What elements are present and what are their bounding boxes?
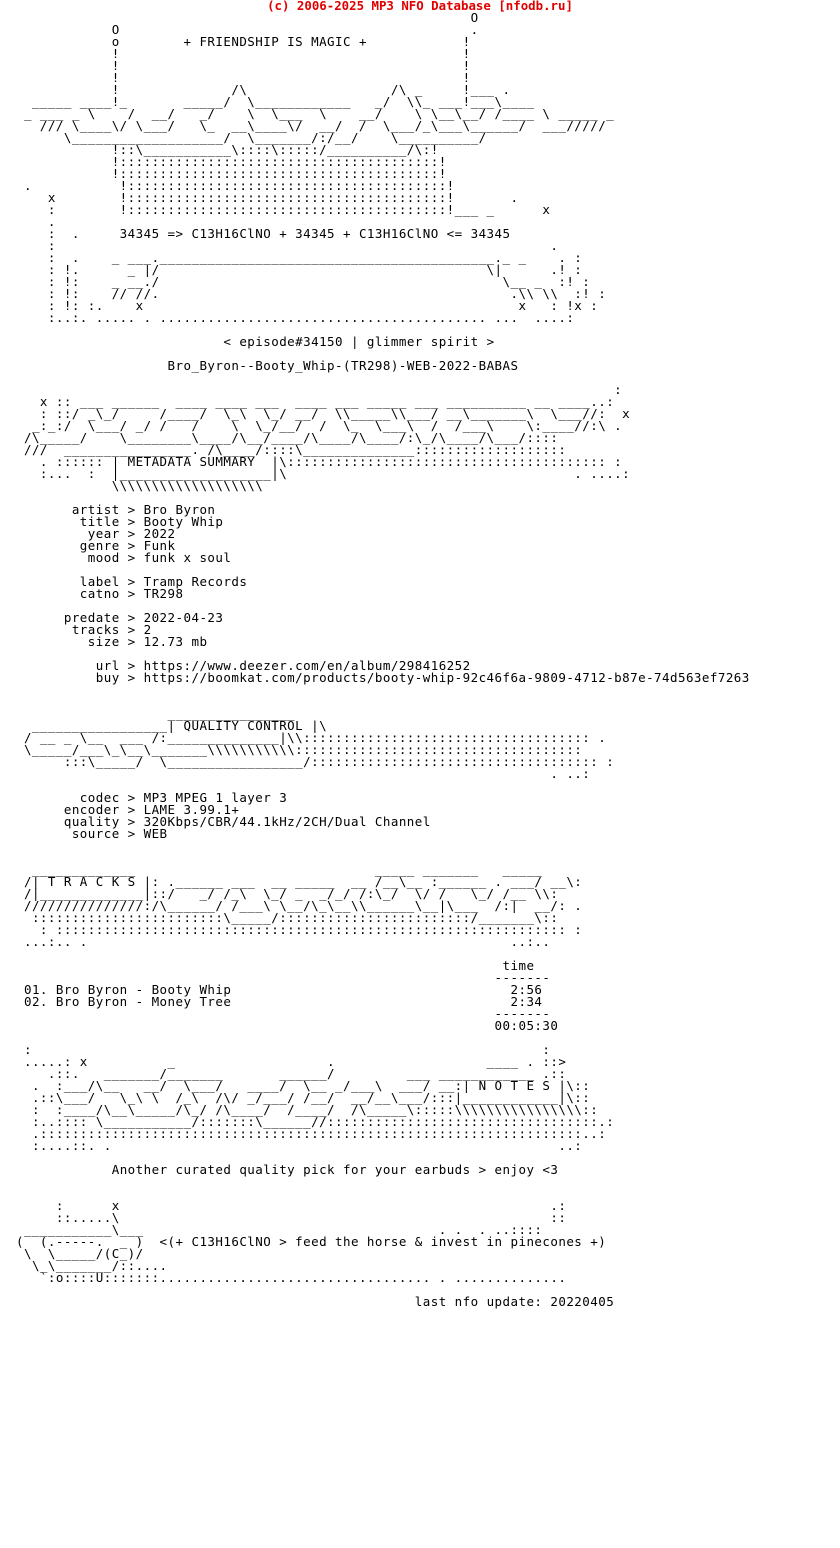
quality-ascii-art: ________________ _________________| QUALITY CONTROL |\ / __ _ \__ ___ /:______________|\\:::::::::::::::::::::::::::::::::::: . \_____/___\_\__\_______\\\\\\\\\\\:::::::::::::::::::::::::::::::::::: :::\_____/ \_________________/:::::::::::::::::::::::::::::::::::: : . ..: bbox=[23, 706, 615, 781]
footer-ascii-art: : x .: ::.....\ :: ___________\___ . . . ..:::: ( (.-----. _ ) <(+ C13H16ClNO > feed the horse & invest in pinecones +) \ \_____/(C_)/ \_\_______/::.... `:o::::U:::::::.................................. . .............. bbox=[16, 1198, 607, 1285]
banner-ascii-art: O O . o + FRIENDSHIP IS MAGIC + ! ! ! ! ! ! ! ! /\ /\ _ !___ . _____ ____!_ _____/ \____________ _/ \\_ ___!___\____ _ ___ _ \ / __/ _/ \ \___ \ __/ \ \__\__/ /____ \ _____ _ /// \____\/ \___/ \_ __\____\/ __/ / \___/_\___\______/ ___///// \___________________/ \_______/:/__/ \__________/ !::\___________\::::\:::::/__________/\:! !::::::::::::::::::::::::::::::::::::::::! !::::::::::::::::::::::::::::::::::::::::! . !::::::::::::::::::::::::::::::::::::::::! x !::::::::::::::::::::::::::::::::::::::::! . : !::::::::::::::::::::::::::::::::::::::::!___ _ x bbox=[23, 10, 615, 217]
nfo-document bbox=[16, 12, 750, 1308]
episode-line: < episode#34150 | glimmer spirit > bbox=[223, 334, 495, 349]
metadata-ascii-art: : x :: ___ ______ ____ ____ ___ ____ ___ _____ ___ __________ __ ____..: : ::/ _\_/ /____/ \_\ \_/ __/ \\_____\\___/ __\_______\ \___//: x _:_:/ \___/ _/ / / \ \_/__/ / \_ \___\ / /___\ \:____//:\ . /\_____/ \________\____/\__/____/\____/\____/:\_/\____/\___/:::: /// ________________. /\____/::::\______________::::::::::::::::::: . :::::: | METADATA SUMMARY |\:::::::::::::::::::::::::::::::::::::::: : :... : |___________________|\ . ....: \\\\\\\\\\\\\\\\\\\ bbox=[23, 382, 631, 493]
track-list: time ------- 01. Bro Byron - Booty Whip 2:56 02. Bro Byron - Money Tree 2:34 ------- 00:05:30 bbox=[23, 958, 559, 1033]
notes-text: Another curated quality pick for your earbuds > enjoy <3 bbox=[111, 1162, 559, 1177]
last-update-line: last nfo update: 20220405 bbox=[414, 1294, 615, 1309]
release-name: Bro_Byron--Booty_Whip-(TR298)-WEB-2022-BABAS bbox=[167, 358, 519, 373]
tracks-ascii-art: _____________ _____ _______ _____ /| T R A C K S |: .______ ___ __ _____ __ /__\__ :______ . ___/ __\: /|_____________|::/ _/ /_\ \_/ _ _/_/ /:\_/ \/ / \_/ /__ \\: ///////////////:/\______/ /___\ \__/\_\__\\______\__|\___ /:| __/: . ::::::::::::::::::::::::\_____/::::::::::::::::::::::::/_______\:: : :::::::::::::::::::::::::::::::::::::::::::::::::::::::::::::::: : ...:.. . ..:.. bbox=[23, 862, 583, 949]
notes-ascii-art: : : .....: x _ . ____ . ::> .::. _______/_______ ______/ ___ ____________ .:: . :___/\__ __/ \___/ ____/ \__ _/___\ ___/ __:| N O T E S |\:: .::\___/ \_\ \ /_\ /\/ _/___/ /__/ __/__\___/:::|____________|\:: : :____/\__\_____/\_/ /\____/ /____/ /\_____\:::::\\\\\\\\\\\\\\\\:: :..:::: \___________/:::::::\______//::::::::::::::::::::::::::::::::::.: .::::::::::::::::::::::::::::::::::::::::::::::::::::::::::::::::::::..: :....::. . ..: bbox=[23, 1042, 615, 1153]
site-copyright-header: (c) 2006-2025 MP3 NFO Database [nfodb.ru] bbox=[267, 0, 573, 13]
formula-ascii-art: . : . 34345 => C13H16ClNO + 34345 + C13H16ClNO <= 34345 : . : . _ ___.__________________________________________._ _ . : : !. _ |/ \| .! : : !: _ __./ \__ _ :! : : !: // //. .\\ \\ :! : : !: :. x x : !x : :..:. ..... . ......................................... ... ....: bbox=[47, 214, 607, 325]
quality-fields: codec > MP3 MPEG 1 layer 3 encoder > LAME 3.99.1+ quality > 320Kbps/CBR/44.1kHz/2CH/Dual Channel source > WEB bbox=[63, 790, 431, 841]
metadata-fields: artist > Bro Byron title > Booty Whip year > 2022 genre > Funk mood > funk x soul label > Tramp Records catno > TR298 predate > 2022-04-23 tracks > 2 size > 12.73 mb url > https://www.deezer.com/en/album/298416252 buy > https://boomkat.com/products/booty-whip-92c46f6a-9809-4712-b87e-74d563ef7263 bbox=[63, 502, 750, 685]
